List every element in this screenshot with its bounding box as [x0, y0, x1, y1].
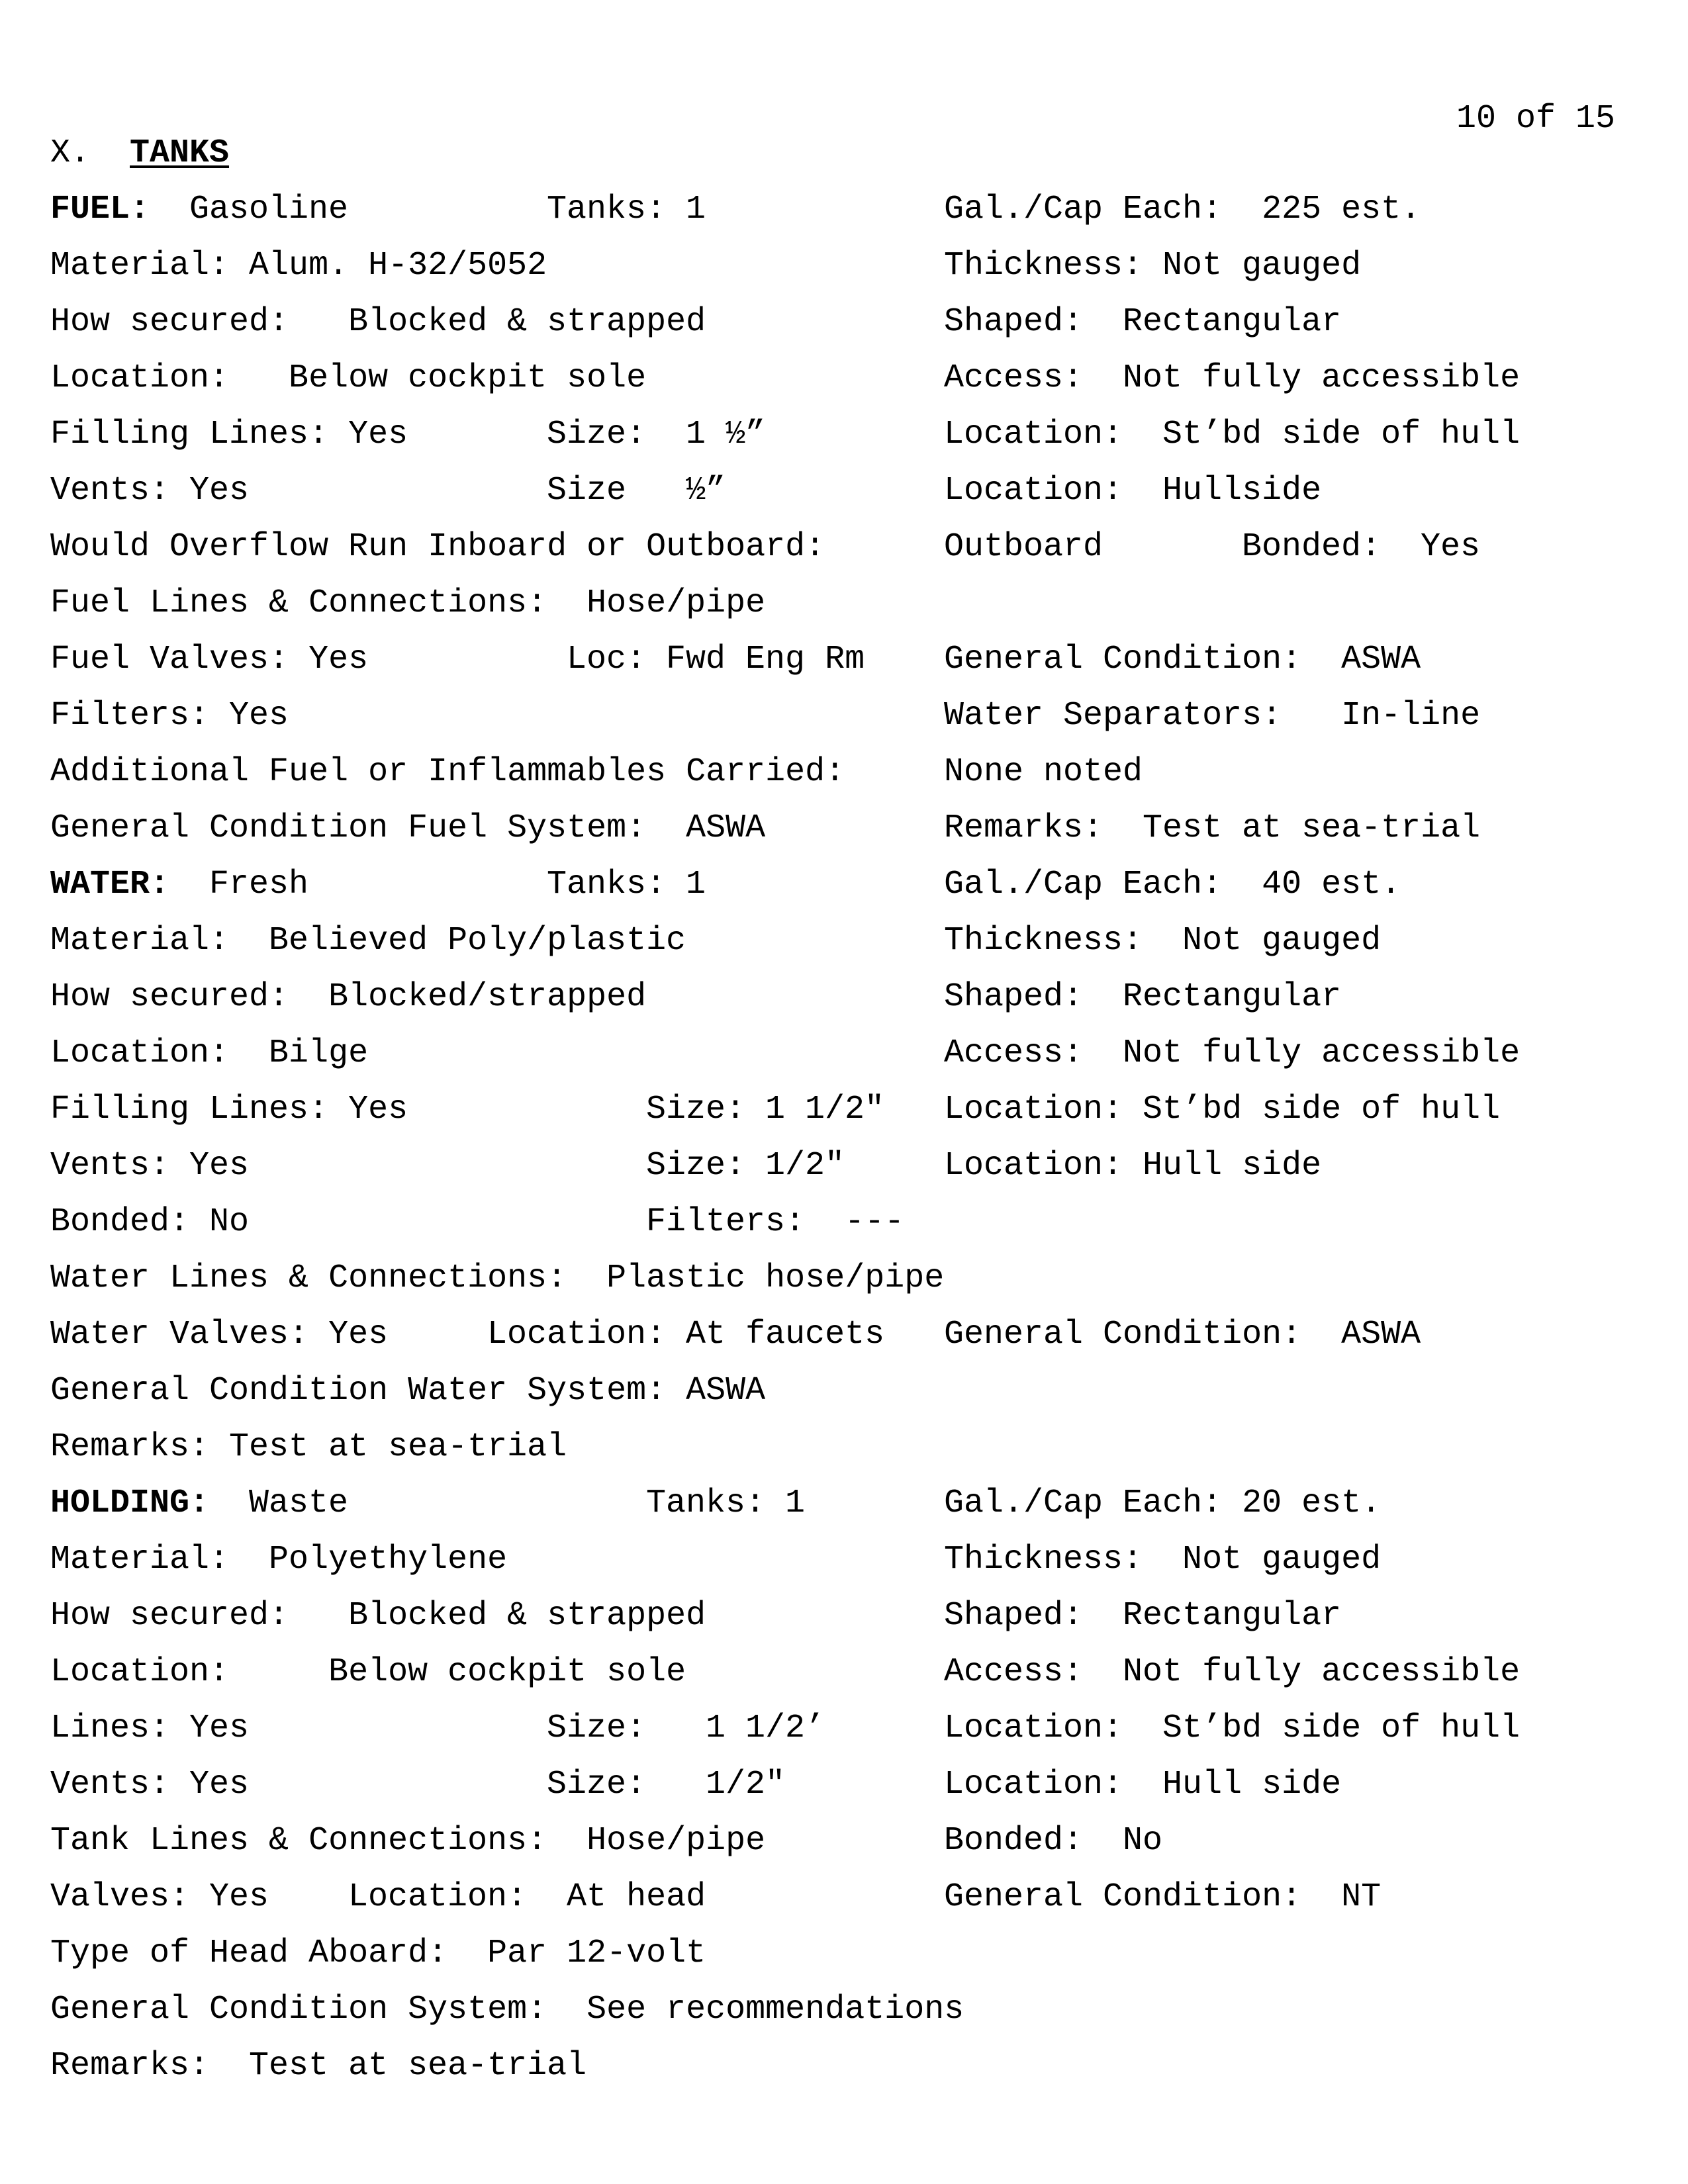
holding-label: HOLDING: [50, 1484, 210, 1522]
fuel-location: Location: Below cockpit sole [50, 359, 647, 397]
holding-general-condition: General Condition: NT [944, 1878, 1382, 1916]
water-general-condition: General Condition: ASWA [944, 1316, 1421, 1353]
fuel-filters: Filters: Yes [50, 697, 289, 735]
fuel-filling-lines: Filling Lines: Yes [50, 416, 408, 453]
fuel-valves-loc: Loc: Fwd Eng Rm [567, 641, 865, 678]
holding-row-valves [50, 1878, 1639, 1917]
fuel-label: FUEL: [50, 191, 150, 228]
holding-row-system [50, 1990, 1639, 2030]
fuel-overflow: Would Overflow Run Inboard or Outboard: [50, 528, 825, 566]
holding-row-material [50, 1540, 1639, 1580]
fuel-water-separators: Water Separators: In-line [944, 697, 1481, 735]
holding-valves-location: Location: At head [348, 1878, 706, 1916]
water-row-system [50, 1371, 1639, 1411]
water-filling-size: Size: 1 1/2" [646, 1091, 885, 1128]
holding-tanks: Tanks: 1 [646, 1484, 806, 1522]
holding-vents-size: Size: 1/2" [547, 1766, 786, 1803]
fuel-thickness: Thickness: Not gauged [944, 247, 1362, 285]
holding-valves: Valves: Yes [50, 1878, 269, 1916]
fuel-bonded: Bonded: Yes [1242, 528, 1481, 566]
holding-row-connections [50, 1821, 1639, 1861]
holding-row-location [50, 1653, 1639, 1692]
water-row-secured [50, 978, 1639, 1017]
fuel-shaped: Shaped: Rectangular [944, 303, 1342, 341]
holding-bonded: Bonded: No [944, 1822, 1163, 1860]
water-lines-connections: Water Lines & Connections: Plastic hose/pipe [50, 1259, 945, 1297]
holding-row-lines [50, 1709, 1639, 1749]
water-vents: Vents: Yes [50, 1147, 250, 1185]
fuel-tanks: Tanks: 1 [547, 191, 706, 228]
fuel-vents-size: Size ½” [547, 472, 726, 510]
holding-material: Material: Polyethylene [50, 1541, 508, 1578]
water-type: Fresh [209, 866, 309, 903]
water-row-valves [50, 1315, 1639, 1355]
water-vents-location: Location: Hull side [944, 1147, 1322, 1185]
water-row-filling [50, 1090, 1639, 1130]
fuel-row-filters [50, 696, 1639, 736]
section-number: X. [50, 134, 91, 172]
water-row-vents [50, 1146, 1639, 1186]
fuel-vents-location: Location: Hullside [944, 472, 1322, 510]
holding-how-secured: How secured: Blocked & strapped [50, 1597, 706, 1635]
fuel-system-condition: General Condition Fuel System: ASWA [50, 809, 766, 847]
fuel-row-additional [50, 752, 1639, 792]
holding-lines-location: Location: St’bd side of hull [944, 1709, 1521, 1747]
holding-vents: Vents: Yes [50, 1766, 250, 1803]
holding-lines-size: Size: 1 1/2’ [547, 1709, 825, 1747]
holding-shaped: Shaped: Rectangular [944, 1597, 1342, 1635]
fuel-capacity: Gal./Cap Each: 225 est. [944, 191, 1421, 228]
holding-head-type: Type of Head Aboard: Par 12-volt [50, 1934, 706, 1972]
water-remarks: Remarks: Test at sea-trial [50, 1428, 567, 1466]
fuel-valves: Fuel Valves: Yes [50, 641, 369, 678]
fuel-additional-value: None noted [944, 753, 1143, 791]
fuel-row-secured [50, 302, 1639, 342]
water-bonded: Bonded: No [50, 1203, 250, 1241]
water-row-location [50, 1034, 1639, 1073]
water-material: Material: Believed Poly/plastic [50, 922, 686, 960]
holding-location: Location: Below cockpit sole [50, 1653, 686, 1691]
fuel-filling-location: Location: St’bd side of hull [944, 416, 1521, 453]
water-row-bonded [50, 1203, 1639, 1242]
fuel-row-vents [50, 471, 1639, 511]
fuel-row-material [50, 246, 1639, 286]
water-row-remarks [50, 1428, 1639, 1467]
water-filling-location: Location: St’bd side of hull [944, 1091, 1501, 1128]
fuel-remarks: Remarks: Test at sea-trial [944, 809, 1481, 847]
fuel-access: Access: Not fully accessible [944, 359, 1521, 397]
fuel-overflow-value: Outboard [944, 528, 1103, 566]
holding-remarks: Remarks: Test at sea-trial [50, 2047, 587, 2085]
fuel-general-condition: General Condition: ASWA [944, 641, 1421, 678]
holding-thickness: Thickness: Not gauged [944, 1541, 1382, 1578]
holding-row-secured [50, 1596, 1639, 1636]
section-title: TANKS [130, 134, 230, 172]
holding-type: Waste [249, 1484, 349, 1522]
water-filters: Filters: --- [646, 1203, 905, 1241]
holding-lines: Lines: Yes [50, 1709, 250, 1747]
holding-vents-location: Location: Hull side [944, 1766, 1342, 1803]
fuel-type: Gasoline [189, 191, 349, 228]
fuel-additional: Additional Fuel or Inflammables Carried: [50, 753, 845, 791]
fuel-how-secured: How secured: Blocked & strapped [50, 303, 706, 341]
water-thickness: Thickness: Not gauged [944, 922, 1382, 960]
holding-row-vents [50, 1765, 1639, 1805]
holding-access: Access: Not fully accessible [944, 1653, 1521, 1691]
fuel-row-overflow [50, 527, 1639, 567]
fuel-lines-connections: Fuel Lines & Connections: Hose/pipe [50, 584, 766, 622]
water-valves: Water Valves: Yes [50, 1316, 389, 1353]
fuel-row-system [50, 809, 1639, 848]
water-access: Access: Not fully accessible [944, 1034, 1521, 1072]
fuel-material: Material: Alum. H-32/5052 [50, 247, 547, 285]
water-how-secured: How secured: Blocked/strapped [50, 978, 647, 1016]
water-capacity: Gal./Cap Each: 40 est. [944, 866, 1401, 903]
water-system-condition: General Condition Water System: ASWA [50, 1372, 766, 1410]
holding-system-condition: General Condition System: See recommendations [50, 1991, 964, 2028]
holding-row-type [50, 1484, 1639, 1524]
holding-row-remarks [50, 2046, 1639, 2086]
water-row-type [50, 865, 1639, 905]
section-heading [50, 134, 1639, 173]
fuel-row-lines [50, 584, 1639, 623]
water-shaped: Shaped: Rectangular [944, 978, 1342, 1016]
fuel-row-location [50, 359, 1639, 398]
fuel-row-valves [50, 640, 1639, 680]
water-label: WATER: [50, 866, 170, 903]
holding-lines-connections: Tank Lines & Connections: Hose/pipe [50, 1822, 766, 1860]
water-filling-lines: Filling Lines: Yes [50, 1091, 408, 1128]
water-row-lines [50, 1259, 1639, 1298]
water-valves-location: Location: At faucets [487, 1316, 885, 1353]
fuel-row-filling [50, 415, 1639, 455]
water-row-material [50, 921, 1639, 961]
page-number: 10 of 15 [1456, 100, 1616, 138]
fuel-row-type [50, 190, 1639, 230]
water-location: Location: Bilge [50, 1034, 369, 1072]
fuel-filling-size: Size: 1 ½” [547, 416, 766, 453]
holding-row-head [50, 1934, 1639, 1974]
water-tanks: Tanks: 1 [547, 866, 706, 903]
fuel-vents: Vents: Yes [50, 472, 250, 510]
holding-capacity: Gal./Cap Each: 20 est. [944, 1484, 1382, 1522]
water-vents-size: Size: 1/2" [646, 1147, 845, 1185]
